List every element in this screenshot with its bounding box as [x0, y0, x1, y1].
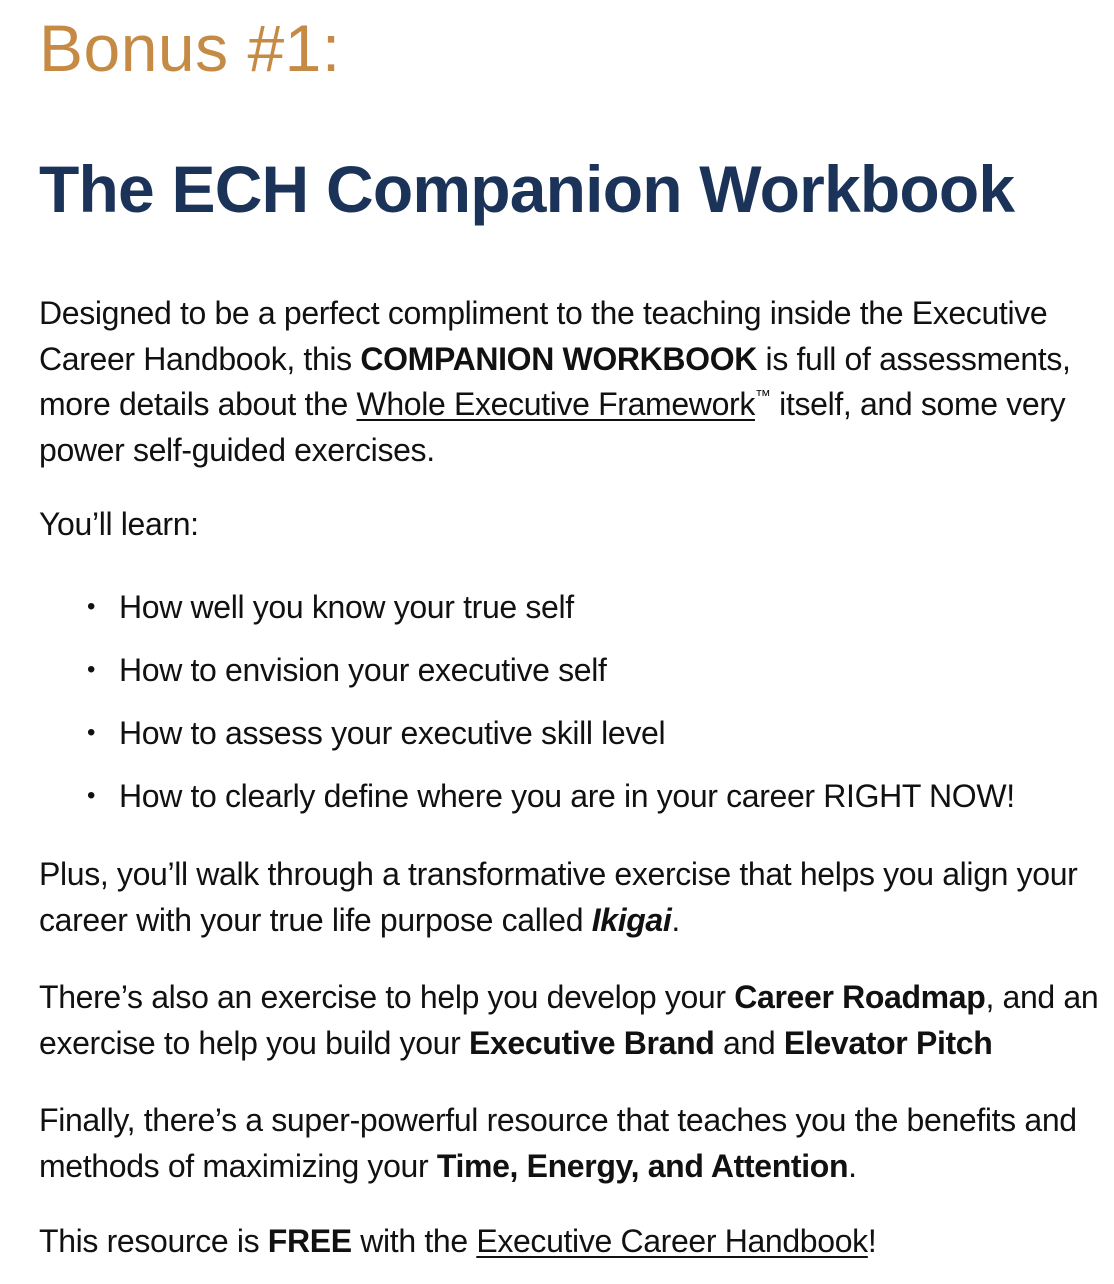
ikigai-paragraph [39, 852, 1099, 943]
list-item [39, 769, 1015, 832]
plus-text-2: . [671, 901, 680, 938]
resource-paragraph [39, 1098, 1099, 1189]
whole-executive-framework-link[interactable]: Whole Executive Framework [356, 386, 755, 422]
ikigai-emphasis: Ikigai [591, 901, 672, 938]
list-item [39, 706, 1015, 769]
bullet-icon: • [87, 782, 96, 809]
bonus-heading: Bonus #1: [39, 11, 341, 85]
companion-workbook-bold: COMPANION WORKBOOK [360, 340, 758, 377]
plus-text-1: Plus, you’ll walk through a transformative exercise that helps you align your career with your true life purpose called [39, 856, 1078, 938]
intro-text-3: itself, and some very power self-guided exercises. [39, 386, 1066, 468]
free-offer-paragraph [39, 1219, 1099, 1265]
also-text-2: , and an exercise to help you build your [39, 979, 1099, 1061]
also-text-1: There’s also an exercise to help you develop your [39, 979, 735, 1015]
also-text-3: and [714, 1024, 784, 1061]
learn-list [39, 580, 1015, 832]
executive-brand-bold: Executive Brand [468, 1024, 715, 1061]
intro-text-1: Designed to be a perfect compliment to the teaching inside the Executive Career Handbook, this [39, 295, 1048, 377]
roadmap-paragraph [39, 975, 1099, 1066]
career-roadmap-bold: Career Roadmap [734, 979, 986, 1015]
free-text-3: ! [867, 1223, 877, 1259]
intro-text-2: is full of assessments, more details about the [39, 340, 1071, 422]
intro-paragraph [39, 291, 1084, 473]
executive-career-handbook-link[interactable]: Executive Career Handbook [476, 1223, 868, 1259]
finally-text-2: . [848, 1147, 857, 1184]
bullet-icon: • [87, 719, 96, 746]
list-item-text: How well you know your true self [119, 589, 574, 625]
page-title: The ECH Companion Workbook [39, 152, 1015, 226]
finally-text-1: Finally, there’s a super-powerful resource that teaches you the benefits and methods of maximizing your [39, 1102, 1077, 1184]
free-text-1: This resource is [39, 1223, 268, 1259]
list-item-text: How to clearly define where you are in your career RIGHT NOW! [119, 778, 1015, 814]
learn-intro: You’ll learn: [39, 506, 199, 542]
list-item-text: How to assess your executive skill level [119, 715, 666, 751]
bullet-icon: • [87, 656, 96, 683]
bullet-icon: • [87, 593, 96, 620]
list-item [39, 580, 1015, 643]
free-bold: FREE [267, 1223, 352, 1259]
elevator-pitch-bold: Elevator Pitch [783, 1024, 993, 1061]
list-item [39, 643, 1015, 706]
trademark-symbol: ™ [754, 388, 771, 405]
time-energy-attention-bold: Time, Energy, and Attention [436, 1147, 849, 1184]
list-item-text: How to envision your executive self [119, 652, 607, 688]
free-text-2: with the [351, 1223, 477, 1259]
